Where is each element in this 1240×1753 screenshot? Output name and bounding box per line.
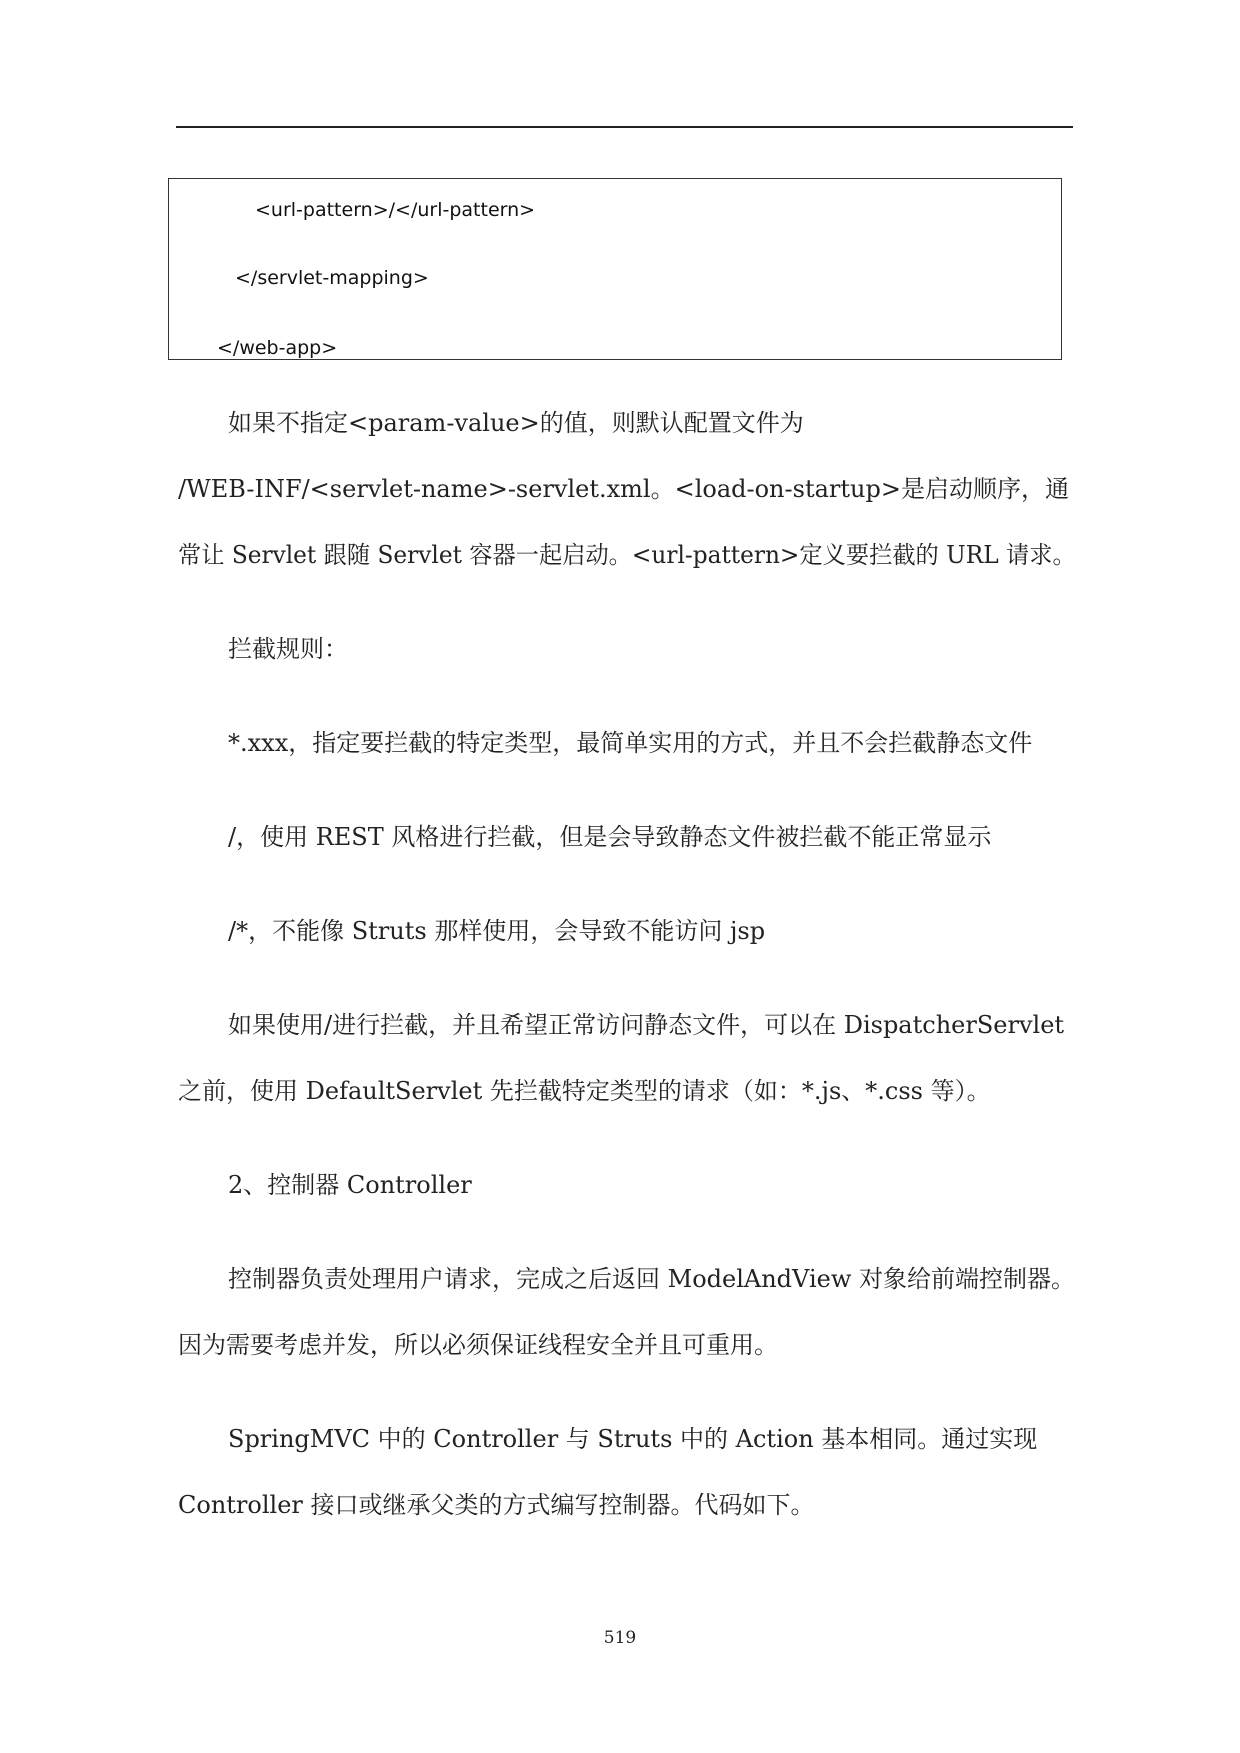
paragraph-line: /WEB-INF/<servlet-name>-servlet.xml。<load-on-startup>是启动顺序，通 bbox=[178, 475, 1069, 503]
paragraph-line: 如果不指定<param-value>的值，则默认配置文件为 bbox=[228, 409, 804, 437]
section-heading: 2、控制器 Controller bbox=[228, 1171, 472, 1199]
header-rule bbox=[176, 126, 1073, 128]
paragraph-line: *.xxx，指定要拦截的特定类型，最简单实用的方式，并且不会拦截静态文件 bbox=[228, 729, 1033, 757]
paragraph-line: 常让 Servlet 跟随 Servlet 容器一起启动。<url-pattern>定义要拦截的 URL 请求。 bbox=[178, 541, 1076, 569]
paragraph-line: 控制器负责处理用户请求，完成之后返回 ModelAndView 对象给前端控制器。 bbox=[228, 1265, 1076, 1293]
paragraph-line: 拦截规则： bbox=[228, 635, 348, 663]
page-number: 519 bbox=[603, 1628, 637, 1648]
paragraph-line: 如果使用/进行拦截，并且希望正常访问静态文件，可以在 DispatcherServlet bbox=[228, 1011, 1065, 1039]
code-line: <url-pattern>/</url-pattern> bbox=[255, 199, 536, 221]
paragraph-line: 之前，使用 DefaultServlet 先拦截特定类型的请求（如：*.js、*.css 等）。 bbox=[178, 1077, 991, 1105]
paragraph-line: 因为需要考虑并发，所以必须保证线程安全并且可重用。 bbox=[178, 1331, 778, 1359]
paragraph-line: Controller 接口或继承父类的方式编写控制器。代码如下。 bbox=[178, 1491, 815, 1519]
paragraph-line: /*，不能像 Struts 那样使用，会导致不能访问 jsp bbox=[228, 917, 766, 945]
code-line: </web-app> bbox=[217, 337, 338, 359]
paragraph-line: /，使用 REST 风格进行拦截，但是会导致静态文件被拦截不能正常显示 bbox=[228, 823, 992, 851]
code-block bbox=[168, 178, 1062, 360]
paragraph-line: SpringMVC 中的 Controller 与 Struts 中的 Action 基本相同。通过实现 bbox=[228, 1425, 1038, 1453]
code-line: </servlet-mapping> bbox=[235, 267, 429, 289]
